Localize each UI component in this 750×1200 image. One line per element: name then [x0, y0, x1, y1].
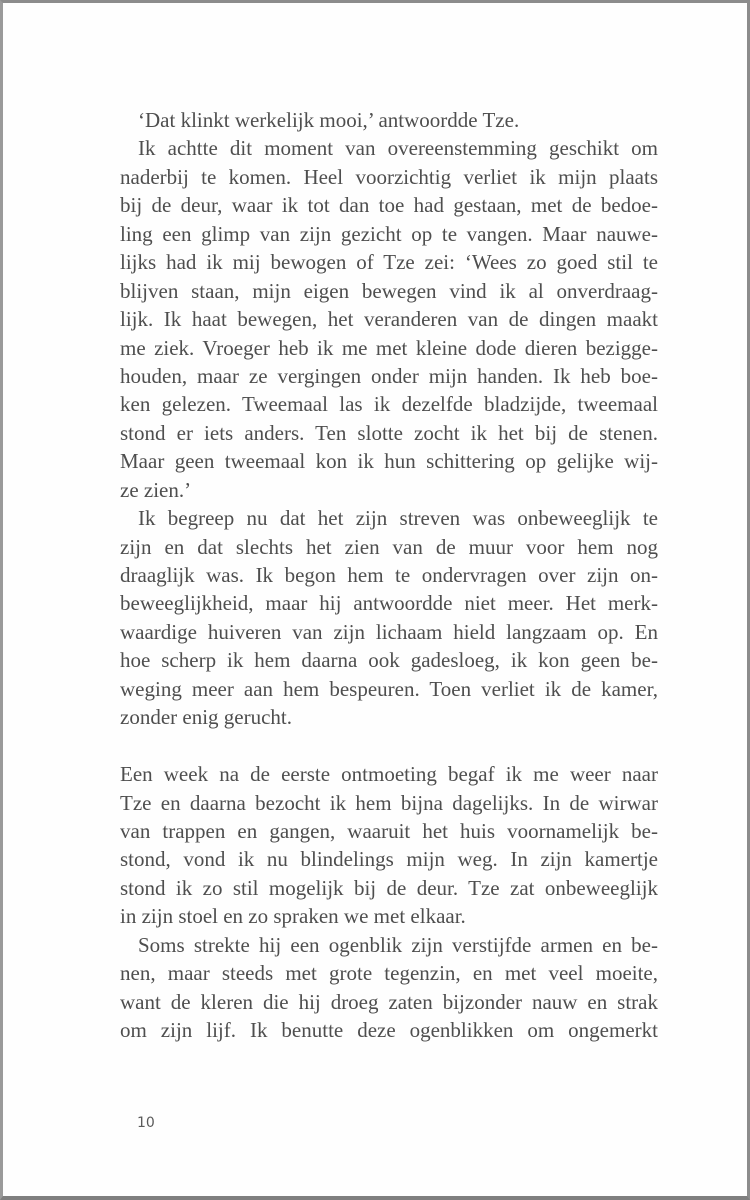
text-line: zonder enig gerucht.	[120, 705, 293, 730]
text-line: stond er iets anders. Ten slotte zocht ik het bij de stenen.	[120, 420, 658, 445]
text-line: ‘Dat klinkt werkelijk mooi,’ antwoordde Tze.	[138, 108, 520, 132]
text-line: bij de deur, waar ik tot dan toe had gestaan, met de bedoe-	[120, 193, 658, 218]
page-number: 10	[137, 1115, 155, 1131]
text-line: Ik achtte dit moment van overeenstemming geschikt om	[138, 136, 658, 161]
section-break	[120, 732, 658, 760]
text-line: naderbij te komen. Heel voorzichtig verliet ik mijn plaats	[120, 164, 658, 189]
text-line: Ik begreep nu dat het zijn streven was onbeweeglijk te	[138, 506, 658, 531]
text-line: van trappen en gangen, waaruit het huis voornamelijk be-	[120, 818, 658, 843]
body-text	[120, 106, 658, 1044]
text-line: waardige huiveren van zijn lichaam hield langzaam op. En	[120, 619, 658, 644]
text-line: ze zien.’	[120, 477, 192, 502]
text-line: want de kleren die hij droeg zaten bijzonder nauw en strak	[120, 989, 658, 1014]
text-line: ken gelezen. Tweemaal las ik dezelfde bladzijde, tweemaal	[120, 392, 658, 417]
text-line: zijn en dat slechts het zien van de muur voor hem nog	[120, 534, 658, 559]
text-line: blijven staan, mijn eigen bewegen vind ik al onverdraag-	[120, 278, 658, 303]
text-line: lijks had ik mij bewogen of Tze zei: ‘Wees zo goed stil te	[120, 250, 658, 275]
text-line: houden, maar ze vergingen onder mijn handen. Ik heb boe-	[120, 363, 658, 388]
text-line: beweeglijkheid, maar hij antwoordde niet meer. Het merk-	[120, 591, 658, 616]
text-line: Maar geen tweemaal kon ik hun schittering op gelijke wij-	[120, 449, 658, 474]
text-line: draaglijk was. Ik begon hem te ondervragen over zijn on-	[120, 563, 658, 587]
text-line: lijk. Ik haat bewegen, het veranderen van de dingen maakt	[120, 307, 658, 332]
text-line: stond ik zo stil mogelijk bij de deur. Tze zat onbeweeglijk	[120, 875, 658, 900]
text-line: Een week na de eerste ontmoeting begaf ik me weer naar	[120, 762, 658, 787]
text-line: nen, maar steeds met grote tegenzin, en met veel moeite,	[120, 961, 658, 986]
text-line: hoe scherp ik hem daarna ook gadesloeg, ik kon geen be-	[120, 648, 658, 673]
text-line: Soms strekte hij een ogenblik zijn verstijfde armen en be-	[138, 932, 658, 957]
text-line: ling een glimp van zijn gezicht op te vangen. Maar nauwe-	[120, 221, 658, 246]
text-line: Tze en daarna bezocht ik hem bijna dagelijks. In de wirwar	[120, 790, 658, 815]
text-line: stond, vond ik nu blindelings mijn weg. In zijn kamertje	[120, 847, 658, 872]
text-line: in zijn stoel en zo spraken we met elkaar.	[120, 904, 466, 929]
text-line: me ziek. Vroeger heb ik me met kleine dode dieren bezigge-	[120, 335, 658, 360]
text-line: weging meer aan hem bespeuren. Toen verliet ik de kamer,	[120, 676, 658, 701]
text-line: om zijn lijf. Ik benutte deze ogenblikken om ongemerkt	[120, 1018, 658, 1042]
